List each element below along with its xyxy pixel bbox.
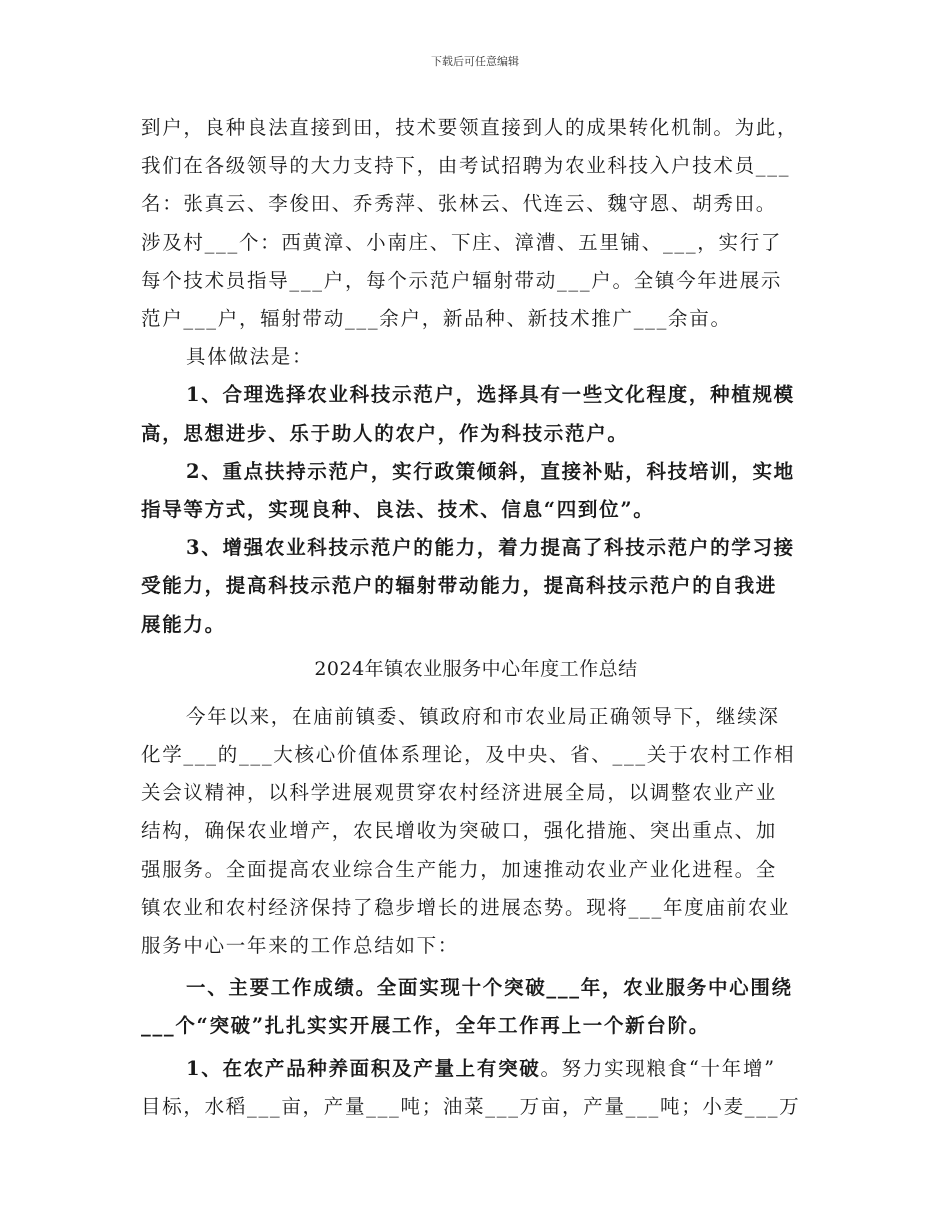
point-1 [141, 376, 811, 452]
text-line: 关会议精神，以科学进展观贯穿农村经济进展全局，以调整农业产业 [141, 781, 778, 805]
text-line: 镇农业和农村经济保持了稳步增长的进展态势。现将___年度庙前农业 [141, 895, 791, 919]
point-3 [141, 529, 811, 644]
summary-paragraph [141, 698, 811, 965]
text-line: ___个“突破”扎扎实实开展工作，全年工作再上一个新台阶。 [141, 1014, 710, 1038]
text-line: 3、增强农业科技示范户的能力，着力提高了科技示范户的学习接 [186, 536, 795, 560]
subsection-1-text: 。努力实现粮食“十年增” [540, 1056, 776, 1080]
text-line: 1、合理选择农业科技示范户，选择具有一些文化程度，种植规模 [186, 383, 795, 407]
document-body [141, 109, 811, 1126]
method-intro: 具体做法是： [186, 345, 314, 369]
text-line: 一、主要工作成绩。全面实现十个突破___年，农业服务中心围绕 [186, 976, 793, 1000]
page-header: 下载后可任意编辑 [431, 55, 519, 68]
intro-paragraph [141, 109, 811, 338]
text-line: 化学___的___大核心价值体系理论，及中央、省、___关于农村工作相 [141, 743, 796, 767]
subsection-1 [141, 1050, 811, 1126]
section-title: 2024年镇农业服务中心年度工作总结 [314, 657, 638, 680]
text-line: 结构，确保农业增产，农民增收为突破口，强化措施、突出重点、加 [141, 819, 778, 843]
text-line: 每个技术员指导___户，每个示范户辐射带动___户。全镇今年进展示 [141, 268, 783, 292]
text-line: 展能力。 [141, 612, 226, 636]
text-line: 到户，良种良法直接到田，技术要领直接到人的成果转化机制。为此， [141, 116, 799, 139]
text-line: 高，思想进步、乐于助人的农户，作为科技示范户。 [141, 421, 629, 445]
text-line: 受能力，提高科技示范户的辐射带动能力，提高科技示范户的自我进 [141, 574, 778, 598]
text-line: 涉及村___个：西黄漳、小南庄、下庄、漳漕、五里铺、___，实行了 [141, 230, 783, 254]
text-line: 范户___户，辐射带动___余户，新品种、新技术推广___余亩。 [141, 307, 732, 331]
heading-main-achievements [141, 969, 811, 1045]
text-line [141, 1050, 811, 1088]
text-line: 指导等方式，实现良种、良法、技术、信息“四到位”。 [141, 498, 655, 522]
text-line: 今年以来，在庙前镇委、镇政府和市农业局正确领导下，继续深 [186, 704, 780, 728]
text-line: 目标，水稻___亩，产量___吨；油菜___万亩，产量___吨；小麦___万 [141, 1094, 801, 1118]
text-line: 我们在各级领导的大力支持下，由考试招聘为农业科技入户技术员___ [141, 154, 791, 178]
subsection-1-heading: 1、在农产品种养面积及产量上有突破 [186, 1056, 541, 1080]
point-2 [141, 453, 811, 529]
text-line: 强服务。全面提高农业综合生产能力，加速推动农业产业化进程。全 [141, 857, 778, 881]
text-line: 2、重点扶持示范户，实行政策倾斜，直接补贴，科技培训，实地 [186, 459, 795, 483]
text-line: 名：张真云、李俊田、乔秀萍、张林云、代连云、魏守恩、胡秀田。 [141, 192, 778, 216]
text-line: 服务中心一年来的工作总结如下： [141, 934, 460, 958]
